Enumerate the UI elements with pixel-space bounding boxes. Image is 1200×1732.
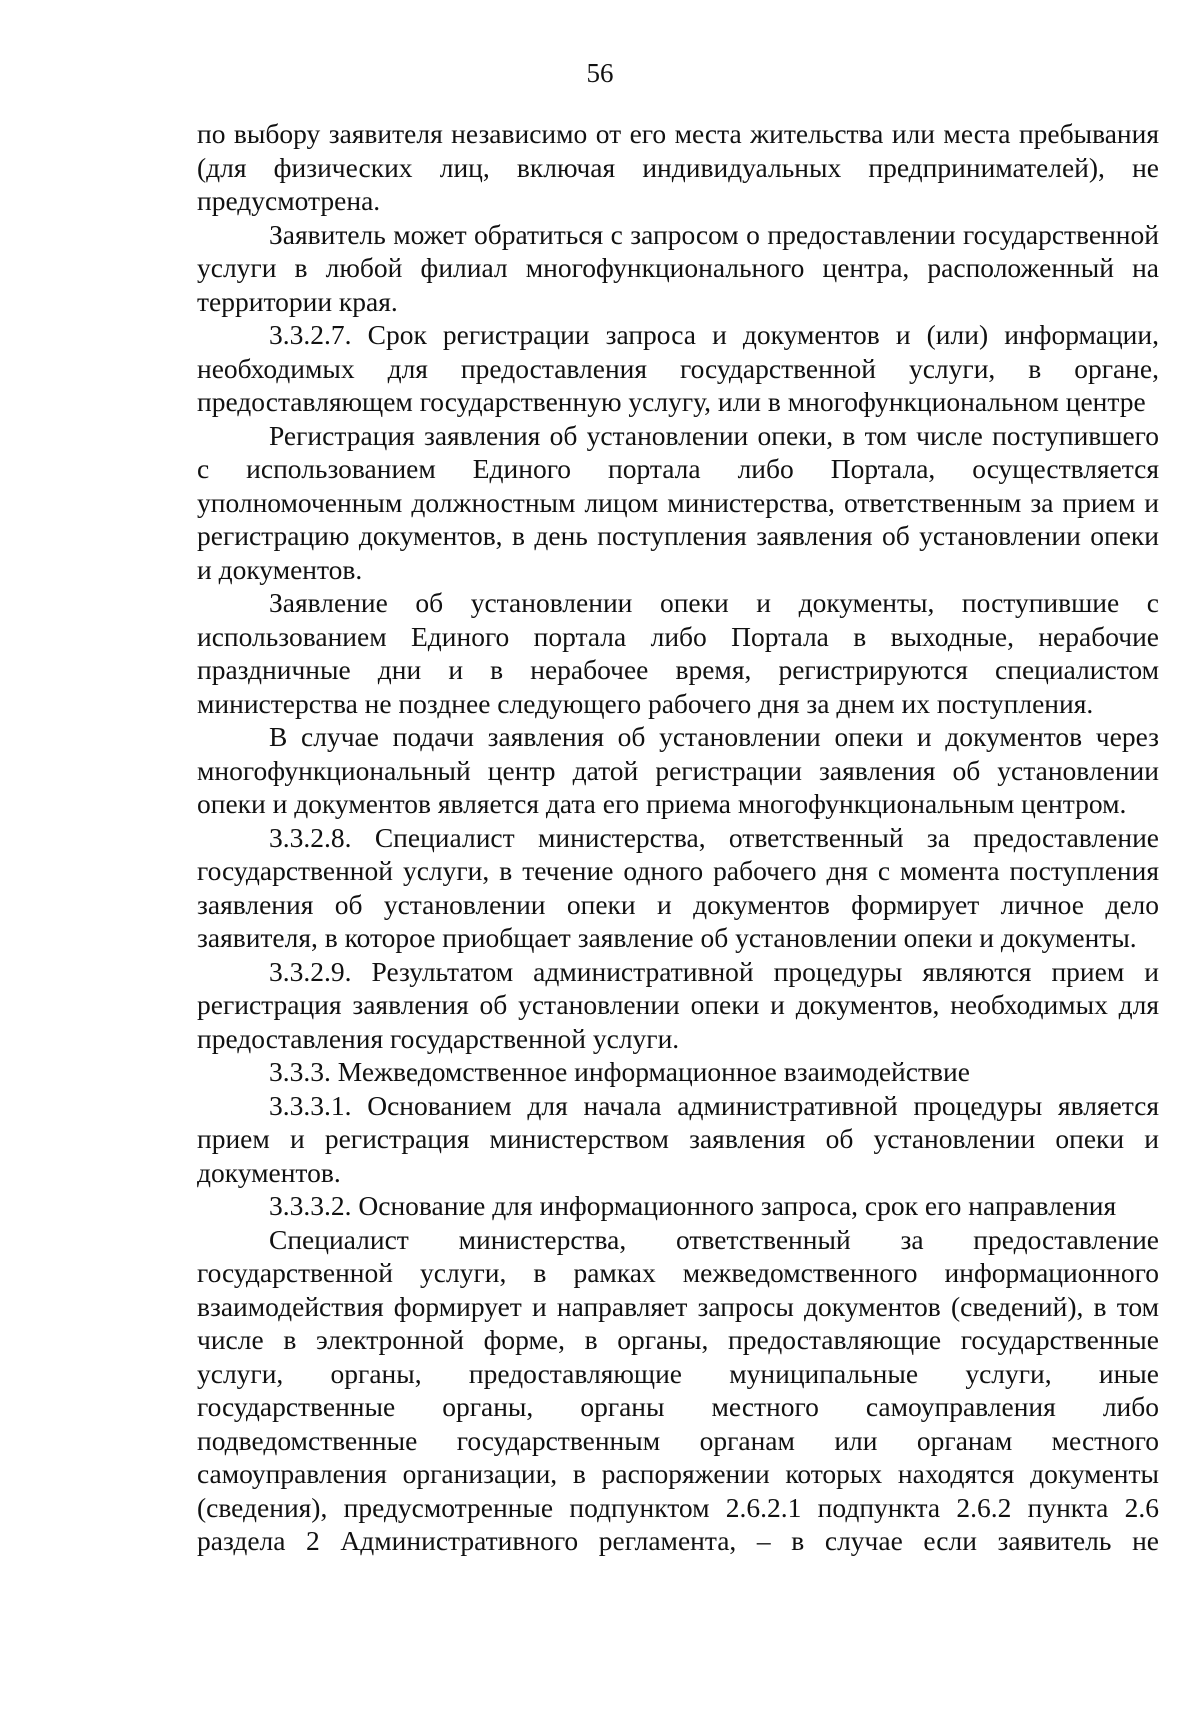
page-number: 56 xyxy=(586,58,614,88)
document-body xyxy=(197,117,1159,1558)
paragraph-applicant-branch: Заявитель может обратиться с запросом о предоставлении государственной услуги в любой филиал многофункционального центра, расположенный на территории края. xyxy=(197,218,1159,317)
paragraph-weekend-registration: Заявление об установлении опеки и документы, поступившие с использованием Единого портала либо Портала в выходные, нерабочие праздничные дни и в нерабочее время, регистрируются специалистом министерства не позднее следующего рабочего дня за днем их поступления. xyxy=(197,587,1159,719)
paragraph-registration: Регистрация заявления об установлении опеки, в том числе поступившего с использованием Единого портала либо Портала, осуществляется уполномоченным должностным лицом министерства, ответственным за прием и регистрацию документов, в день поступления заявления об установлении опеки и документов. xyxy=(197,419,1159,585)
paragraph-3-3-3-1: 3.3.3.1. Основанием для начала административной процедуры является прием и регистрация министерством заявления об установлении опеки и документов. xyxy=(197,1089,1159,1188)
paragraph-continuation: по выбору заявителя независимо от его места жительства или места пребывания (для физических лиц, включая индивидуальных предпринимателей), не предусмотрена. xyxy=(197,118,1159,216)
paragraph-3-3-3: 3.3.3. Межведомственное информационное взаимодействие xyxy=(269,1056,970,1087)
paragraph-mfc-registration: В случае подачи заявления об установлении опеки и документов через многофункциональный центр датой регистрации заявления об установлении опеки и документов является дата его приема многофункциональным центром. xyxy=(197,721,1159,819)
paragraph-specialist-requests: Специалист министерства, ответственный за предоставление государственной услуги, в рамках межведомственного информационного взаимодействия формирует и направляет запросы документов (сведений), в том числе в электронной форме, в органы, предоставляющие государственные услуги, органы, предоставляющие муниципальные услуги, иные государственные органы, органы местного самоуправления либо подведомственные государственным органам или органам местного самоуправления организации, в распоряжении которых находятся документы (сведения), предусмотренные подпунктом 2.6.2.1 подпункта 2.6.2 пункта 2.6 раздела 2 Административного регламента, – в случае если заявитель не xyxy=(197,1223,1159,1556)
paragraph-3-3-2-8: 3.3.2.8. Специалист министерства, ответственный за предоставление государственной услуги, в течение одного рабочего дня с момента поступления заявления об установлении опеки и документов формирует личное дело заявителя, в которое приобщает заявление об установлении опеки и документы. xyxy=(197,821,1159,953)
paragraph-3-3-3-2: 3.3.3.2. Основание для информационного запроса, срок его направления xyxy=(269,1190,1117,1221)
paragraph-3-3-2-9: 3.3.2.9. Результатом административной процедуры являются прием и регистрация заявления об установлении опеки и документов, необходимых для предоставления государственной услуги. xyxy=(197,955,1159,1054)
paragraph-3-3-2-7: 3.3.2.7. Срок регистрации запроса и документов и (или) информации, необходимых для предоставления государственной услуги, в органе, предоставляющем государственную услугу, или в многофункциональном центре xyxy=(197,319,1159,417)
